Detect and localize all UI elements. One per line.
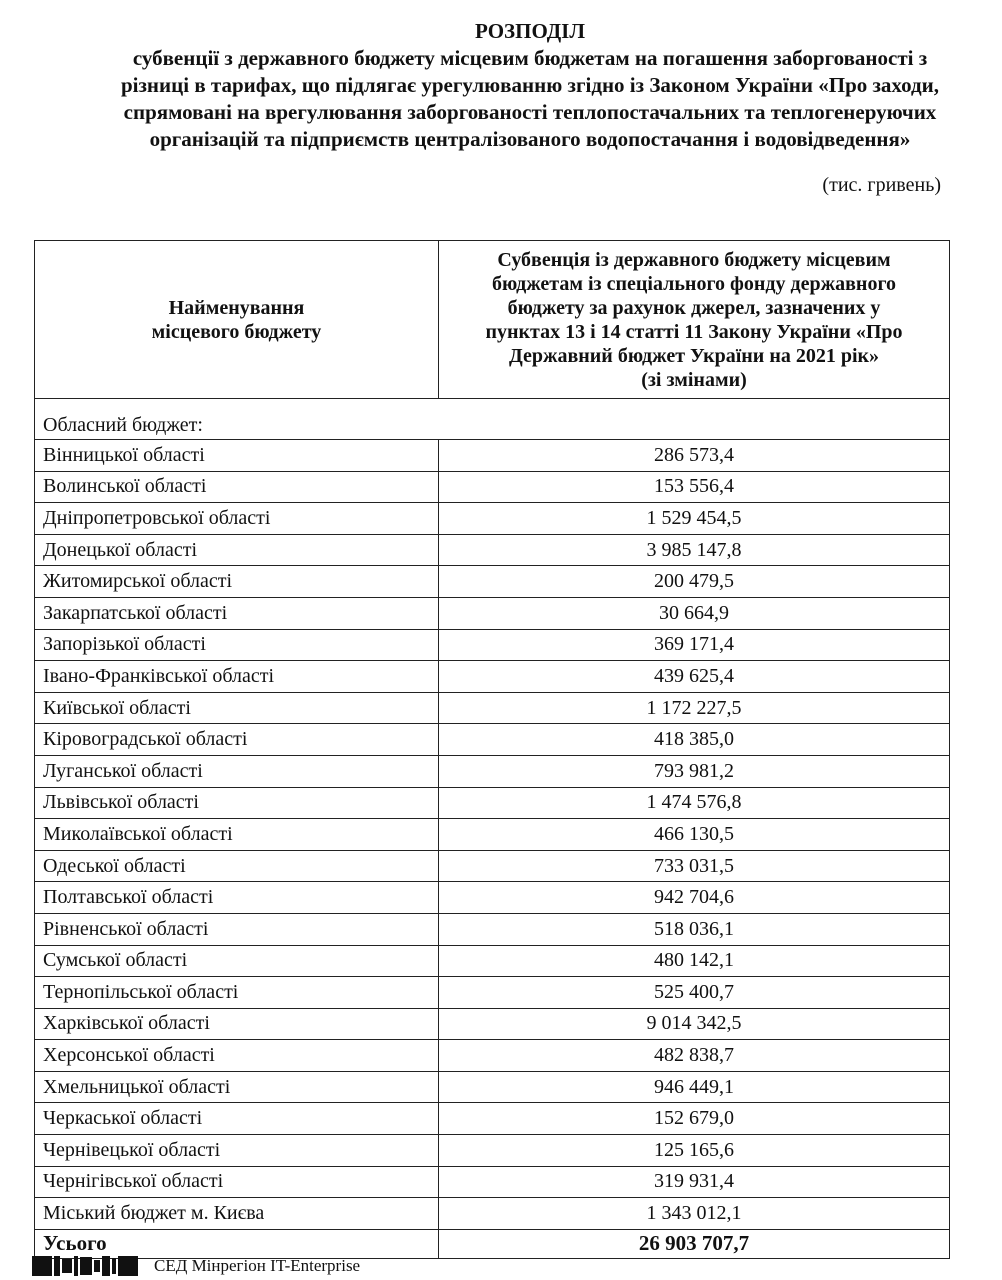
budget-name-cell: Івано-Франківської області	[35, 661, 439, 693]
table-row	[35, 1198, 950, 1230]
table-row	[35, 471, 950, 503]
subvention-value-cell: 1 474 576,8	[439, 787, 950, 819]
subvention-value-cell: 439 625,4	[439, 661, 950, 693]
total-value: 26 903 707,7	[439, 1229, 950, 1258]
table-row	[35, 1166, 950, 1198]
budget-name-cell: Харківської області	[35, 1008, 439, 1040]
budget-name-cell: Житомирської області	[35, 566, 439, 598]
budget-name-cell: Вінницької області	[35, 440, 439, 472]
subvention-value-cell: 9 014 342,5	[439, 1008, 950, 1040]
budget-name-cell: Черкаської області	[35, 1103, 439, 1135]
column-header-line: бюджету за рахунок джерел, зазначених у	[507, 296, 881, 319]
subtitle-line: різниці в тарифах, що підлягає урегулюванню згідно із Законом України «Про заходи,	[120, 73, 939, 97]
subvention-value-cell: 733 031,5	[439, 850, 950, 882]
budget-name-cell: Закарпатської області	[35, 597, 439, 629]
column-header-line: Державний бюджет України на 2021 рік»	[508, 344, 880, 367]
table-rows	[35, 440, 950, 1230]
table-row	[35, 1071, 950, 1103]
subvention-value-cell: 1 529 454,5	[439, 503, 950, 535]
table-row	[35, 597, 950, 629]
budget-name-cell: Тернопільської області	[35, 977, 439, 1009]
subvention-value-cell: 480 142,1	[439, 945, 950, 977]
table-row	[35, 913, 950, 945]
budget-name-cell: Волинської області	[35, 471, 439, 503]
table-row	[35, 503, 950, 535]
subvention-value-cell: 793 981,2	[439, 755, 950, 787]
sed-label: СЕД Мінрегіон IT-Enterprise	[154, 1256, 361, 1275]
table-header-row	[35, 241, 950, 399]
subvention-value-cell: 30 664,9	[439, 597, 950, 629]
table-row	[35, 755, 950, 787]
table-row	[35, 661, 950, 693]
column-header-line: (зі змінами)	[641, 368, 747, 391]
total-label: Усього	[35, 1229, 439, 1258]
column-header-line: бюджетам із спеціального фонду державного	[491, 272, 897, 295]
subvention-table	[34, 240, 950, 1259]
subvention-value-cell: 946 449,1	[439, 1071, 950, 1103]
subtitle-line: субвенції з державного бюджету місцевим бюджетам на погашення заборгованості з	[132, 46, 928, 70]
column-header-name	[35, 241, 439, 399]
subvention-value-cell: 153 556,4	[439, 471, 950, 503]
units-label: (тис. гривень)	[822, 174, 941, 196]
document-title: РОЗПОДІЛ	[474, 19, 585, 43]
table-row	[35, 724, 950, 756]
table-row	[35, 1103, 950, 1135]
subvention-value-cell: 319 931,4	[439, 1166, 950, 1198]
budget-name-cell: Херсонської області	[35, 1040, 439, 1072]
table-row	[35, 819, 950, 851]
subtitle-line: організацій та підприємств централізованого водопостачання і водовідведення»	[149, 127, 911, 151]
budget-name-cell: Луганської області	[35, 755, 439, 787]
column-header-line: Субвенція із державного бюджету місцевим	[497, 248, 891, 271]
subtitle-line: спрямовані на врегулювання заборгованості теплопостачальних та теплогенеруючих	[123, 100, 937, 124]
column-header-line: місцевого бюджету	[151, 320, 322, 343]
section-row	[35, 399, 950, 440]
table-row	[35, 787, 950, 819]
section-label: Обласний бюджет:	[35, 399, 439, 440]
subvention-value-cell: 369 171,4	[439, 629, 950, 661]
footer	[32, 1252, 360, 1280]
budget-name-cell: Сумської області	[35, 945, 439, 977]
budget-name-cell: Чернівецької області	[35, 1135, 439, 1167]
table-row	[35, 1135, 950, 1167]
table-row	[35, 850, 950, 882]
budget-name-cell: Донецької області	[35, 534, 439, 566]
subvention-value-cell: 482 838,7	[439, 1040, 950, 1072]
qr-code-icon	[32, 1254, 138, 1278]
subvention-value-cell: 125 165,6	[439, 1135, 950, 1167]
table-row	[35, 1040, 950, 1072]
budget-name-cell: Полтавської області	[35, 882, 439, 914]
table-row	[35, 1008, 950, 1040]
subvention-value-cell: 1 172 227,5	[439, 692, 950, 724]
subvention-value-cell: 418 385,0	[439, 724, 950, 756]
table-row	[35, 882, 950, 914]
table-row	[35, 977, 950, 1009]
table-row	[35, 629, 950, 661]
subvention-value-cell: 3 985 147,8	[439, 534, 950, 566]
subvention-value-cell: 286 573,4	[439, 440, 950, 472]
budget-name-cell: Дніпропетровської області	[35, 503, 439, 535]
table-row	[35, 692, 950, 724]
budget-name-cell: Миколаївської області	[35, 819, 439, 851]
document-title-block	[60, 18, 1000, 153]
table-row	[35, 945, 950, 977]
column-header-line: Найменування	[168, 296, 305, 319]
table-row	[35, 566, 950, 598]
budget-name-cell: Чернігівської області	[35, 1166, 439, 1198]
table-row	[35, 534, 950, 566]
subvention-value-cell: 200 479,5	[439, 566, 950, 598]
subvention-value-cell: 525 400,7	[439, 977, 950, 1009]
column-header-subvention	[439, 241, 950, 399]
column-header-line: пунктах 13 і 14 статті 11 Закону України «Про	[485, 320, 903, 343]
subvention-value-cell: 518 036,1	[439, 913, 950, 945]
section-empty-cell	[439, 399, 950, 440]
subvention-value-cell: 152 679,0	[439, 1103, 950, 1135]
table-row	[35, 440, 950, 472]
budget-name-cell: Міський бюджет м. Києва	[35, 1198, 439, 1230]
budget-name-cell: Київської області	[35, 692, 439, 724]
budget-name-cell: Кіровоградської області	[35, 724, 439, 756]
budget-name-cell: Одеської області	[35, 850, 439, 882]
subvention-value-cell: 1 343 012,1	[439, 1198, 950, 1230]
budget-name-cell: Хмельницької області	[35, 1071, 439, 1103]
budget-name-cell: Запорізької області	[35, 629, 439, 661]
subvention-value-cell: 942 704,6	[439, 882, 950, 914]
budget-name-cell: Львівської області	[35, 787, 439, 819]
budget-name-cell: Рівненської області	[35, 913, 439, 945]
subvention-value-cell: 466 130,5	[439, 819, 950, 851]
